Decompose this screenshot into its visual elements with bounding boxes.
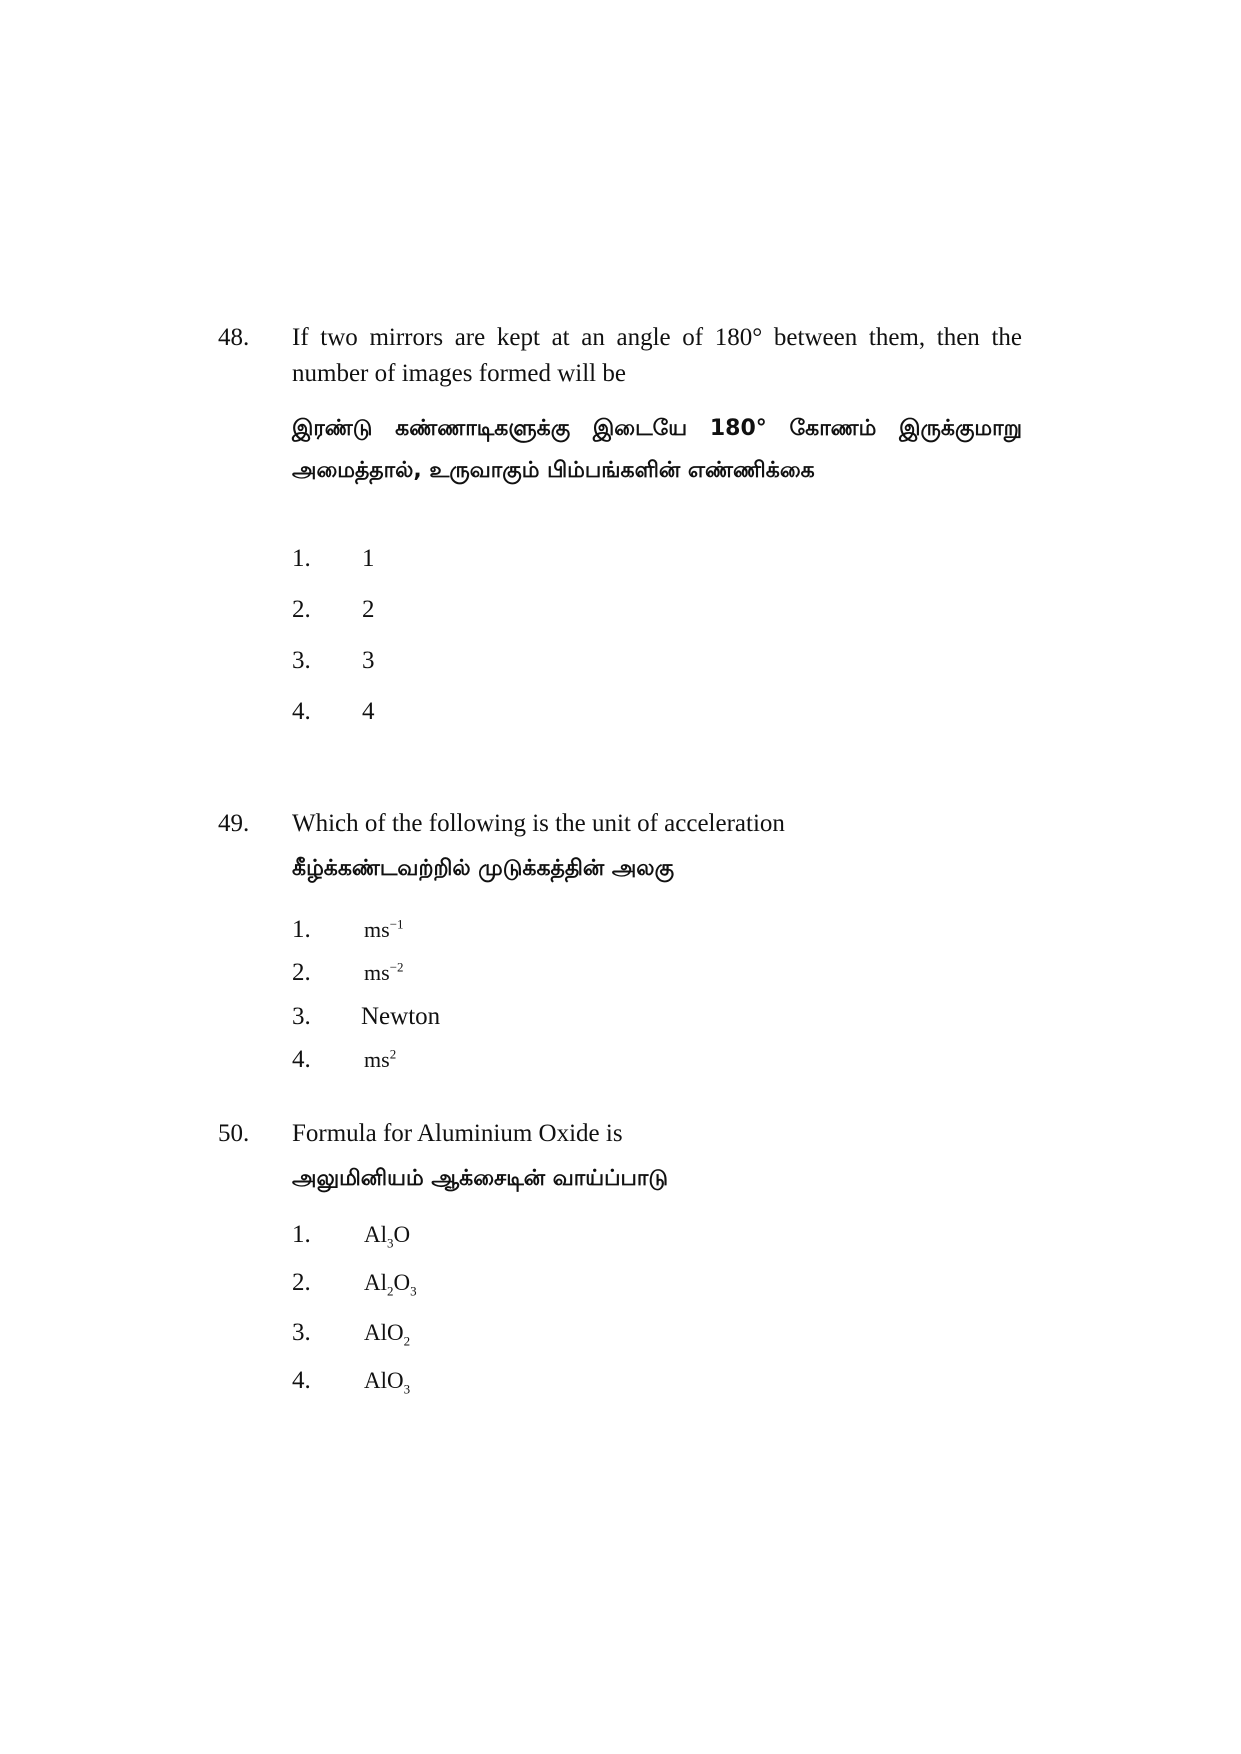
question-text-english: Which of the following is the unit of acceleration [292, 810, 785, 837]
question-text-tamil: அலுமினியம் ஆக்சைடின் வாய்ப்பாடு [292, 1166, 668, 1191]
option-number: 3. [292, 1319, 311, 1346]
option-number: 3. [292, 1003, 311, 1031]
option-value: $Al_3O$ [364, 1222, 411, 1251]
option-4 [292, 697, 375, 727]
option-3 [292, 1318, 410, 1357]
option-value: 1 [362, 545, 375, 572]
option-2 [292, 595, 375, 625]
option-1 [292, 910, 404, 945]
question-text-tamil: கீழ்க்கண்டவற்றில் முடுக்கத்தின் அலகு [292, 856, 674, 881]
option-1 [292, 544, 375, 574]
option-value: Newton [361, 1003, 441, 1031]
option-4 [292, 1040, 396, 1075]
option-4 [292, 1366, 410, 1405]
option-2 [292, 1268, 417, 1307]
question-number: 50. [218, 1120, 250, 1147]
option-value: 2 [362, 596, 375, 623]
question-text-english: Formula for Aluminium Oxide is [292, 1120, 623, 1147]
option-1 [292, 1220, 410, 1259]
option-value: $ms^2$ [364, 1047, 397, 1073]
option-number: 2. [292, 959, 311, 987]
option-2 [292, 953, 404, 988]
question-number: 49. [218, 810, 250, 837]
option-3 [292, 996, 440, 1032]
option-value: $Al_2O_3$ [364, 1270, 417, 1299]
option-number: 2. [292, 596, 311, 623]
option-value: $ms^{-1}$ [364, 917, 404, 943]
option-value: 3 [362, 647, 375, 674]
option-number: 2. [292, 1269, 311, 1296]
option-value: AlO$_2$ [364, 1320, 411, 1349]
option-number: 1. [292, 916, 311, 944]
option-value: 4 [362, 698, 375, 725]
option-number: 4. [292, 1367, 311, 1394]
option-number: 1. [292, 545, 311, 572]
option-value: $ms^{-2}$ [364, 960, 404, 986]
option-3 [292, 646, 375, 676]
question-text-english: If two mirrors are kept at an angle of 180° between them, then the number of images formed will be [292, 324, 1022, 387]
option-number: 4. [292, 1046, 311, 1074]
option-value: AlO$_3$ [364, 1368, 411, 1397]
option-number: 1. [292, 1221, 311, 1248]
option-number: 4. [292, 698, 311, 725]
option-number: 3. [292, 647, 311, 674]
question-text-tamil: இரண்டு கண்ணாடிகளுக்கு இடையே 180° கோணம் இருக்குமாறு அமைத்தால், உருவாகும் பிம்பங்களின் எண்ணிக்கை [292, 416, 1022, 483]
question-number: 48. [218, 324, 250, 351]
